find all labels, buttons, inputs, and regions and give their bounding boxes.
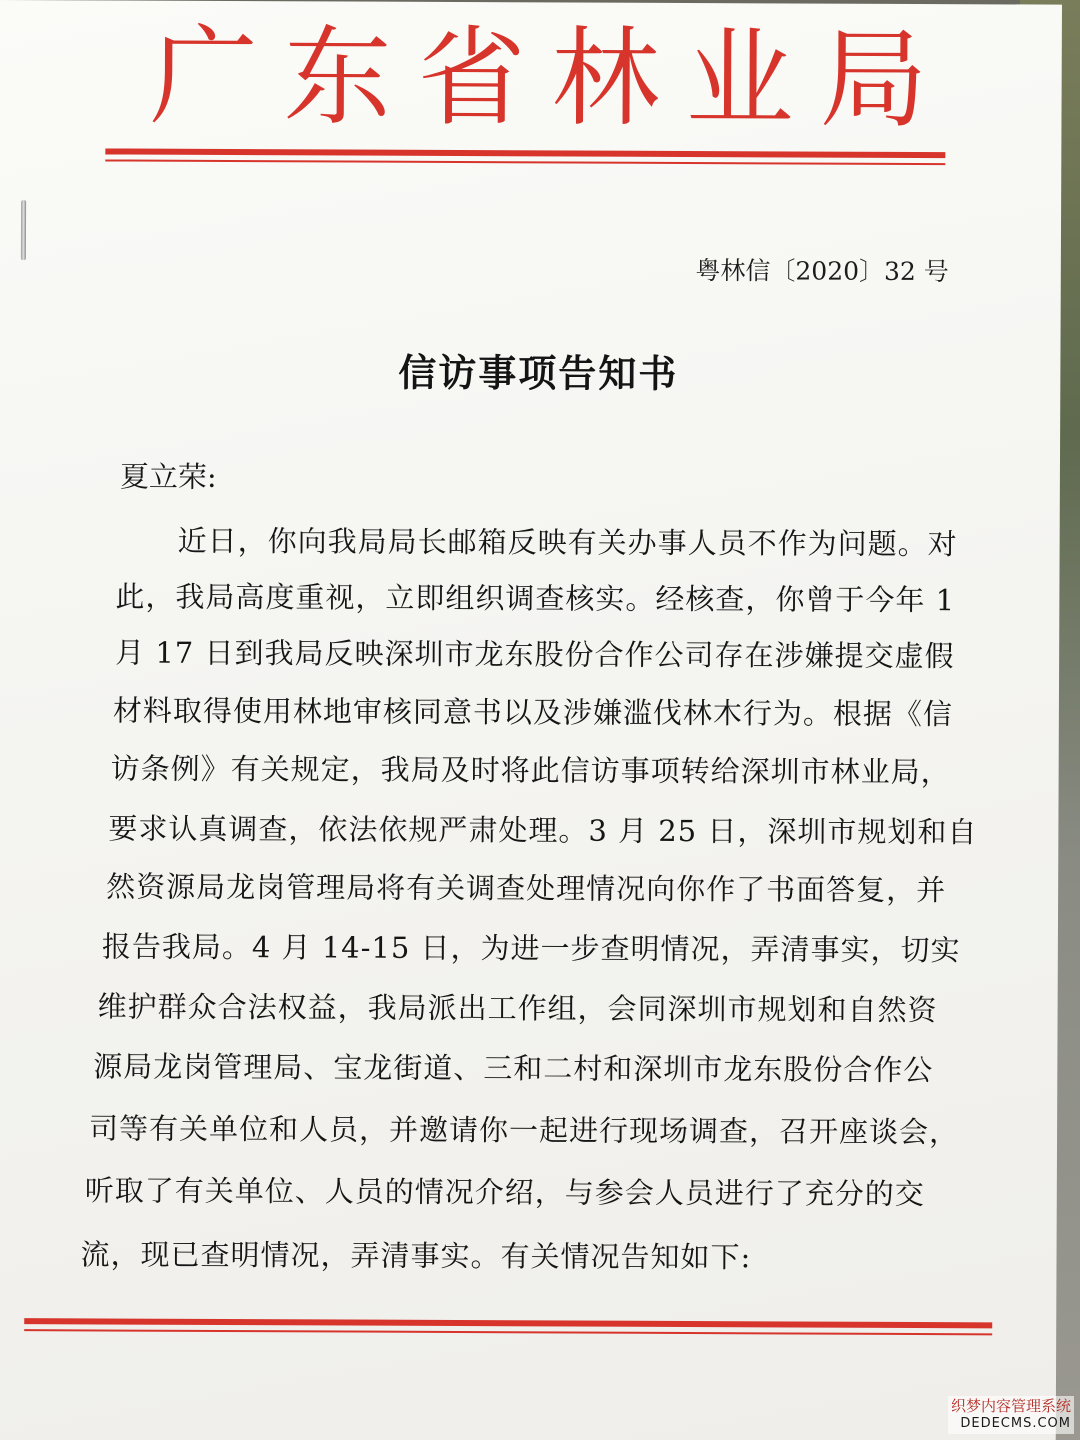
site-watermark xyxy=(948,1396,1074,1434)
body-line: 维护群众合法权益，我局派出工作组，会同深圳市规划和自然资 xyxy=(97,989,938,1028)
watermark-domain: DEDECMS.COM xyxy=(960,1416,1071,1431)
letterhead-org-name: 广东省林业局 xyxy=(149,14,954,144)
watermark-title: 织梦内容管理系统 xyxy=(950,1397,1071,1415)
body-line: 此，我局高度重视，立即组织调查核实。经核查，你曾于今年 1 xyxy=(115,579,956,618)
letterhead-red-rule-thick xyxy=(105,148,945,158)
body-line: 流，现已查明情况，弄清事实。有关情况告知如下: xyxy=(80,1237,752,1275)
body-line: 源局龙岗管理局、宝龙街道、三和二村和深圳市龙东股份合作公 xyxy=(93,1049,934,1088)
body-line: 材料取得使用林地审核同意书以及涉嫌滥伐林木行为。根据《信 xyxy=(112,693,953,732)
body-line: 司等有关单位和人员，并邀请你一起进行现场调查，召开座谈会， xyxy=(89,1111,960,1150)
letterhead-red-rule-thin xyxy=(105,159,945,165)
body-line: 近日，你向我局局长邮箱反映有关办事人员不作为问题。对 xyxy=(177,523,958,562)
document-title: 信访事项告知书 xyxy=(398,349,679,396)
staple xyxy=(21,200,26,260)
body-line: 报告我局。4 月 14-15 日，为进一步查明情况，弄清事实，切实 xyxy=(101,929,961,968)
body-line: 要求认真调查，依法依规严肃处理。3 月 25 日，深圳市规划和自 xyxy=(108,811,978,850)
document-number: 粤林信〔2020〕32 号 xyxy=(695,256,949,287)
body-line: 然资源局龙岗管理局将有关调查处理情况向你作了书面答复，并 xyxy=(106,869,947,908)
footer-red-rule-thin xyxy=(24,1329,992,1335)
salutation: 夏立荣: xyxy=(119,459,217,494)
body-line: 听取了有关单位、人员的情况介绍，与参会人员进行了充分的交 xyxy=(84,1173,925,1212)
footer-red-rule-thick xyxy=(24,1318,992,1328)
body-line: 月 17 日到我局反映深圳市龙东股份合作公司存在涉嫌提交虚假 xyxy=(115,635,955,674)
body-line: 访条例》有关规定，我局及时将此信访事项转给深圳市林业局， xyxy=(110,751,951,790)
